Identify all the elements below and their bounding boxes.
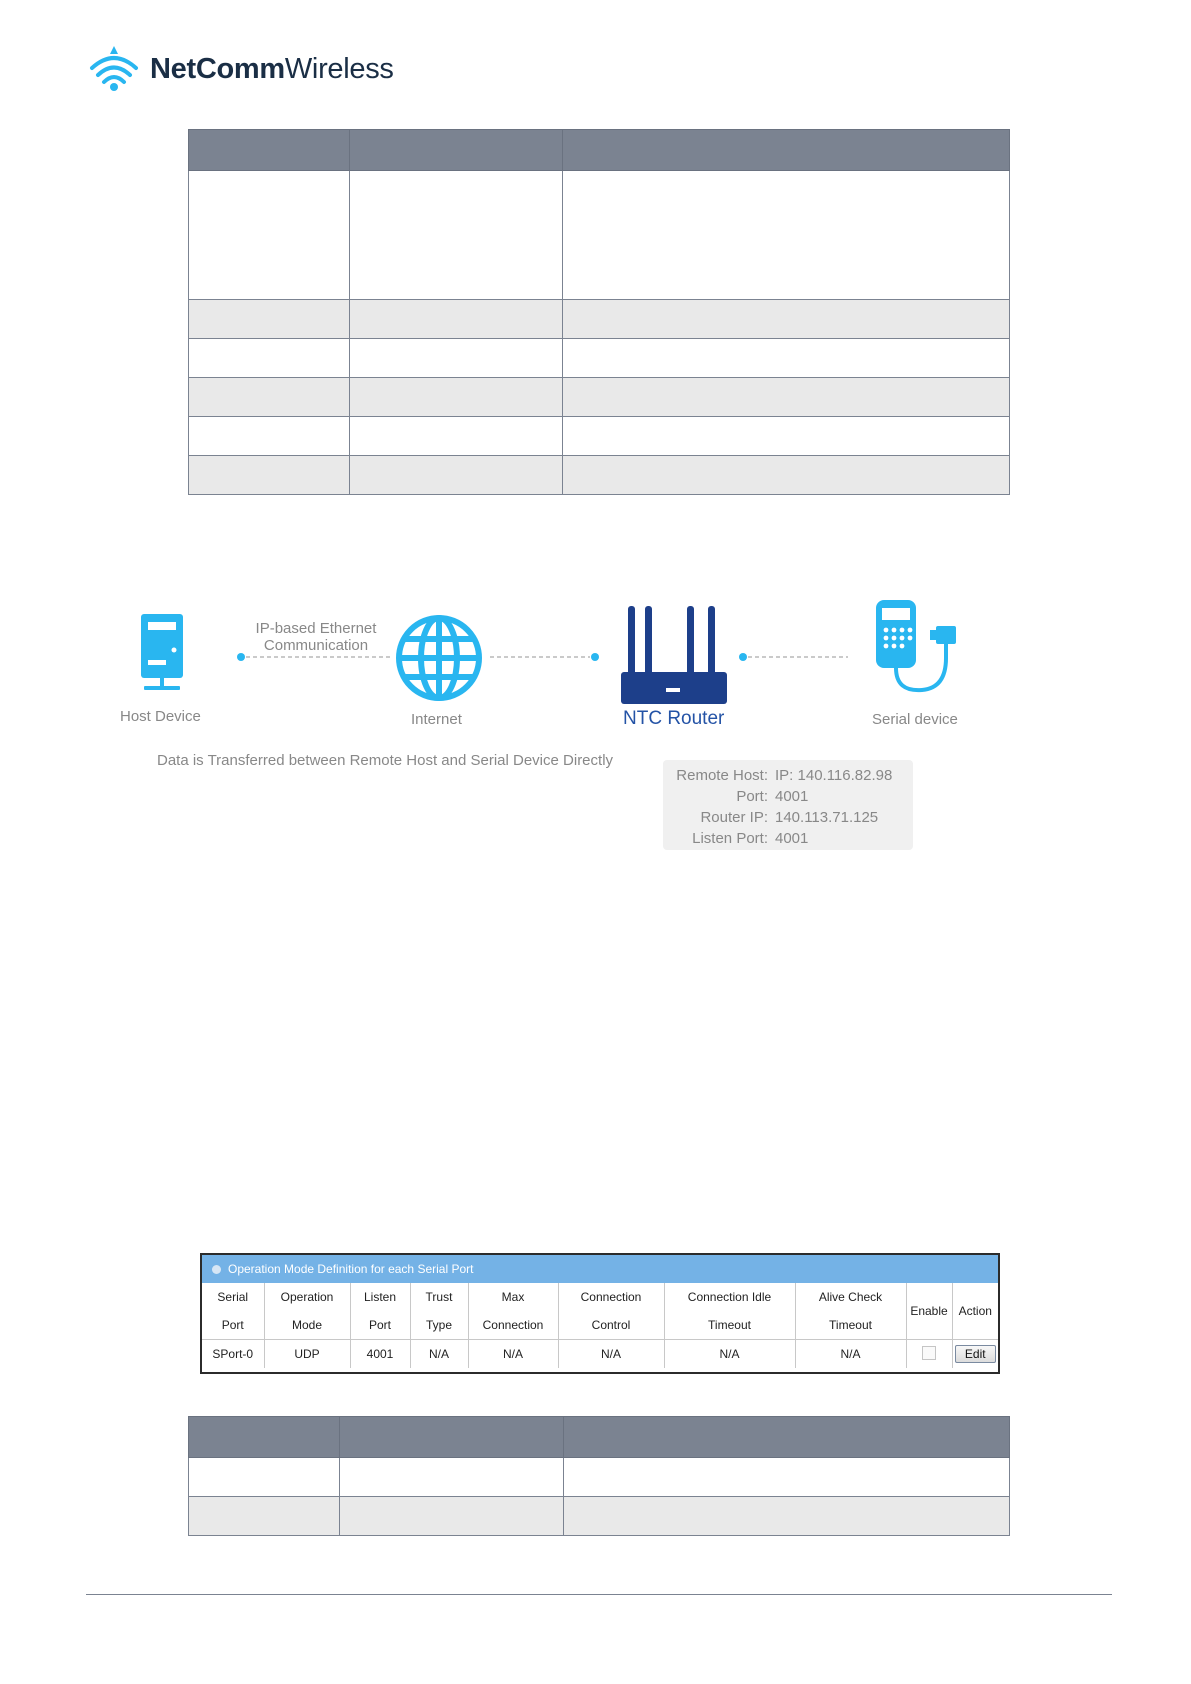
cell-connection-idle-timeout: N/A	[664, 1340, 795, 1369]
table-row	[189, 300, 1010, 339]
table-row	[189, 417, 1010, 456]
connection-line	[738, 652, 850, 662]
col-connection-idle-timeout: Connection Idle Timeout	[664, 1283, 795, 1340]
link-label: IP-based Ethernet Communication	[255, 620, 377, 654]
connection-line	[490, 652, 602, 662]
router-icon	[618, 606, 730, 708]
host-device-label: Host Device	[120, 708, 201, 725]
col-alive-check-timeout: Alive Check Timeout	[795, 1283, 906, 1340]
col-max-connection: Max Connection	[468, 1283, 558, 1340]
col-listen-port: Listen Port	[350, 1283, 410, 1340]
col-operation-mode: Operation Mode	[264, 1283, 350, 1340]
spec-table-bottom	[188, 1416, 1010, 1536]
table-row	[189, 378, 1010, 417]
cell-operation-mode: UDP	[264, 1340, 350, 1369]
cell-listen-port: 4001	[350, 1340, 410, 1369]
diagram-caption: Data is Transferred between Remote Host and Serial Device Directly	[157, 752, 614, 769]
wifi-logo-icon	[88, 46, 140, 92]
cell-serial-port: SPort-0	[202, 1340, 264, 1369]
table-row	[189, 339, 1010, 378]
cell-action	[952, 1340, 998, 1369]
operation-mode-panel	[200, 1253, 1000, 1374]
edit-button[interactable]: Edit	[955, 1345, 996, 1363]
table-row	[189, 1458, 1010, 1497]
cell-trust-type: N/A	[410, 1340, 468, 1369]
footer-divider	[86, 1594, 1112, 1595]
globe-icon	[395, 614, 483, 702]
table-row	[189, 456, 1010, 495]
connection-info-box: Remote Host: IP: 140.116.82.98 Port: 4001 Router IP: 140.113.71.125 Listen Port: 4001	[663, 760, 913, 850]
col-action: Action	[952, 1283, 998, 1340]
host-device-icon	[138, 612, 186, 697]
cell-enable	[906, 1340, 952, 1369]
col-trust-type: Trust Type	[410, 1283, 468, 1340]
panel-header	[202, 1255, 998, 1283]
table-row	[202, 1340, 998, 1369]
cell-max-connection: N/A	[468, 1340, 558, 1369]
router-label: NTC Router	[623, 708, 725, 729]
col-enable: Enable	[906, 1283, 952, 1340]
operation-mode-table	[202, 1283, 998, 1368]
brand-name: NetCommWireless	[150, 52, 394, 85]
spec-table-top	[188, 129, 1010, 495]
col-connection-control: Connection Control	[558, 1283, 664, 1340]
serial-device-label: Serial device	[872, 711, 958, 728]
cell-alive-check-timeout: N/A	[795, 1340, 906, 1369]
panel-toggle-icon[interactable]	[212, 1265, 221, 1274]
serial-device-icon	[872, 598, 962, 698]
company-logo	[88, 44, 394, 94]
panel-title: Operation Mode Definition for each Serial Port	[228, 1262, 474, 1276]
table-header-row	[189, 1417, 1010, 1458]
cell-connection-control: N/A	[558, 1340, 664, 1369]
table-row	[189, 171, 1010, 300]
table-header-row	[189, 130, 1010, 171]
table-header-row	[202, 1283, 998, 1340]
table-row	[189, 1497, 1010, 1536]
internet-label: Internet	[411, 711, 462, 728]
enable-checkbox[interactable]	[922, 1346, 936, 1360]
col-serial-port: Serial Port	[202, 1283, 264, 1340]
